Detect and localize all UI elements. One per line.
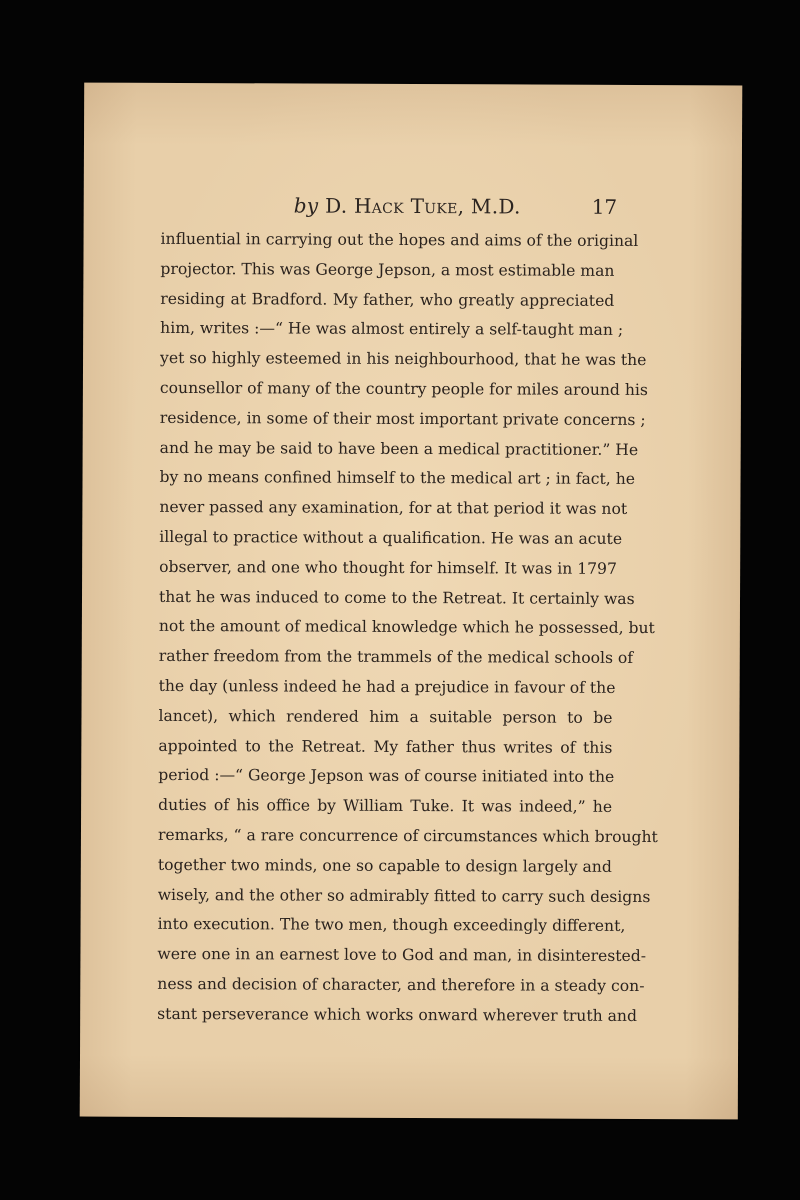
text-line: residence, in some of their most important private concerns ; xyxy=(159,408,646,429)
text-line: residing at Bradford. My father, who greatly appreciated xyxy=(160,289,615,310)
text-line: period :—“ George Jepson was of course initiated into the xyxy=(158,766,615,787)
text-line: duties of his office by William Tuke. It was indeed,” he xyxy=(158,796,613,817)
text-line: yet so highly esteemed in his neighbourhood, that he was the xyxy=(160,349,647,370)
text-line: ness and decision of character, and therefore in a steady con- xyxy=(157,974,645,995)
book-page xyxy=(80,83,743,1120)
text-line: rather freedom from the trammels of the medical schools of xyxy=(158,647,634,668)
text-line: appointed to the Retreat. My father thus writes of this xyxy=(158,736,613,757)
text-line: were one in an earnest love to God and man, in disinterested- xyxy=(157,945,647,966)
text-line: by no means confined himself to the medical art ; in fact, he xyxy=(159,468,636,489)
body-text xyxy=(157,225,658,1031)
text-line: together two minds, one so capable to design largely and xyxy=(157,855,612,876)
running-head xyxy=(294,193,521,218)
page-number: 17 xyxy=(591,194,618,219)
text-line: lancet), which rendered him a suitable person to be xyxy=(158,706,613,727)
running-head-author: D. Hack Tuke, M.D. xyxy=(325,193,521,219)
text-line: into execution. The two men, though exceedingly different, xyxy=(157,915,626,936)
text-line: that he was induced to come to the Retreat. It certainly was xyxy=(158,587,635,608)
text-line: never passed any examination, for at that period it was not xyxy=(159,498,628,519)
text-line: influential in carrying out the hopes and aims of the original xyxy=(160,229,639,250)
text-line: illegal to practice without a qualification. He was an acute xyxy=(159,527,623,548)
text-line: wisely, and the other so admirably fitted to carry such designs xyxy=(157,885,651,906)
text-line: not the amount of medical knowledge which he possessed, but xyxy=(158,617,655,638)
running-head-by: by xyxy=(293,193,319,218)
text-line: stant perseverance which works onward wherever truth and xyxy=(157,1004,637,1025)
text-line: projector. This was George Jepson, a most estimable man xyxy=(160,259,615,280)
text-line: counsellor of many of the country people for miles around his xyxy=(159,378,648,400)
page-header xyxy=(84,193,742,226)
text-line: the day (unless indeed he had a prejudice in favour of the xyxy=(158,676,616,697)
text-line: remarks, “ a rare concurrence of circumstances which brought xyxy=(157,825,658,847)
text-line: and he may be said to have been a medical practitioner.” He xyxy=(159,438,639,459)
text-line: observer, and one who thought for himself. It was in 1797 xyxy=(159,557,617,578)
text-line: him, writes :—“ He was almost entirely a self-taught man ; xyxy=(160,319,624,340)
